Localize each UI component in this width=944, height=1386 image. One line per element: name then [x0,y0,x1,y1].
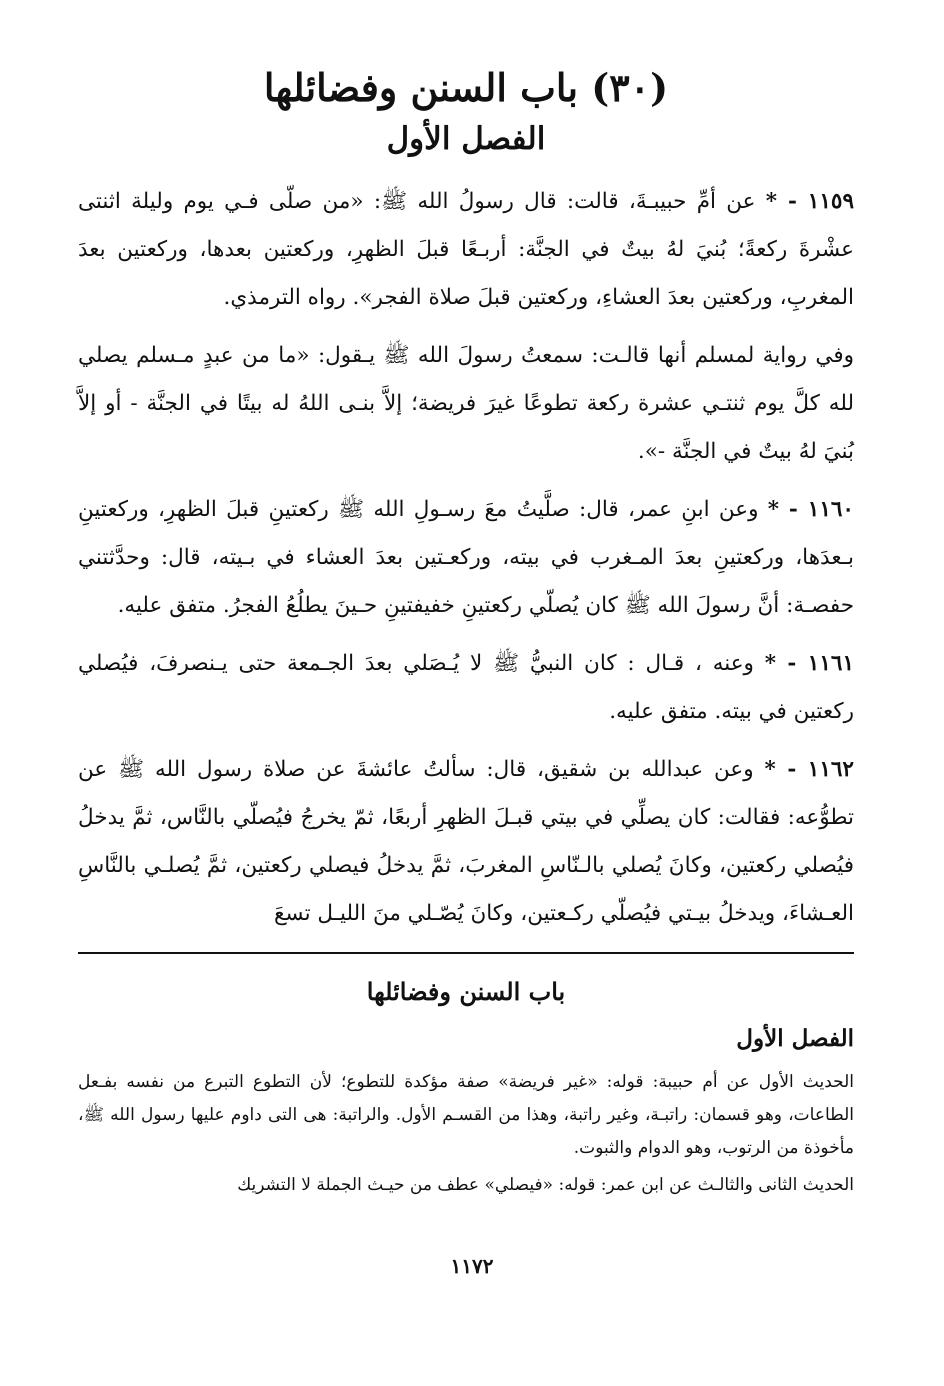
hadith-text: وعن عبدالله بن شقيق، قال: سألتُ عائشةَ عن صلاة رسول الله ﷺ عن تطوُّعه: فقالت: كان يصلِّي في بيتي قبـلَ الظهرِ أربعًا، ثمّ يخرجُ فيُصلّي بالنَّاس، ثمَّ يدخلُ فيُصلي ركعتين، وكانَ يُصلي بالـنّاسِ المغربَ، ثمَّ يدخلُ فيصلي ركعتين، ثمَّ يُصلـي بالنَّاسِ العـشاءَ، ويدخلُ بيـتي فيُصلّي ركـعتين، وكانَ يُصّـلي منَ الليـل تسعَ [78,757,854,926]
footnote-divider [78,952,854,954]
chapter-title: (٣٠) باب السنن وفضائلها [263,65,669,110]
hadith-1160 [78,486,854,630]
section-title: الفصل الأول [386,121,546,157]
hadith-number: ١١٥٩ - * [765,189,854,214]
hadith-text: وعن ابنِ عمر، قال: صلَّيتُ معَ رسـولِ الله ﷺ ركعتينِ قبلَ الظهرِ، وركعتينِ بـعدَها، وركعتينِ بعدَ المـغرب في بيته، وركعـتين بعدَ العشاء في بـيته، قال: وحدَّثتني حفصـة: أنَّ رسولَ الله ﷺ كان يُصلّي ركعتينِ خفيفتينِ حـينَ يطلُعُ الفجرُ. متفق عليه. [78,497,854,618]
hadith-text: وعنه ، قـال : كان النبيُّ ﷺ لا يُـصَلي بعدَ الجـمعة حتى يـنصرفَ، فيُصلي ركعتين في بيته. متفق عليه. [78,651,854,724]
footnote-note: الحديث الثانى والثالـث عن ابن عمر: قوله: «فيصلي» عطف من حيـث الجملة لا التشريك [237,1175,854,1195]
hadith-1161 [78,640,854,736]
footnote-section-title: الفصل الأول [736,1025,854,1052]
footnote-chapter-title: باب السنن وفضائلها [366,977,566,1006]
hadith-number: ١١٦١ - * [764,651,854,676]
hadith-1159 [78,178,854,322]
hadith-number: ١١٦٠ - * [767,497,854,522]
hadith-text: وفي رواية لمسلم أنها قالـت: سمعتُ رسولَ الله ﷺ يـقول: «ما من عبدٍ مـسلم يصلي لله كلَّ يوم ثنتـي عشرة ركعة تطوعًا غيرَ فريضة؛ إلاَّ بنـى اللهُ له بيتًا في الجنَّة - أو إلاَّ بُنيَ لهُ بيتٌ في الجنَّة -». [78,343,854,464]
hadith-text: عن أمِّ حبيبـةَ، قالت: قال رسولُ الله ﷺ: «من صلّى فـي يوم وليلة اثنتى عشْرةَ ركعةً؛ بُنيَ لهُ بيتٌ في الجنَّة: أربـعًا قبلَ الظهرِ، وركعتين بعدها، وركعتين بعدَ المغربِ، وركعتين بعدَ العشاءِ، وركعتين قبلَ صلاة الفجر». رواه الترمذي. [78,189,854,310]
page-number: ١١٧٢ [450,1254,494,1278]
hadith-muslim-narration [78,332,854,476]
page [78,60,854,1360]
hadith-1162 [78,746,854,938]
hadith-number: ١١٦٢ - * [764,757,854,782]
footnote-note: الحديث الأول عن أم حبيبة: قوله: «غير فريضة» صفة مؤكدة للتطوع؛ لأن التطوع التبرع من نفسه بفـعل الطاعات، وهو قسمان: راتبـة، وغير راتبة، وهذا من القسـم الأول. والراتبة: هى التى داوم عليها رسول الله ﷺ، مأخوذة من الرتوب، وهو الدوام والثبوت. [78,1072,854,1158]
